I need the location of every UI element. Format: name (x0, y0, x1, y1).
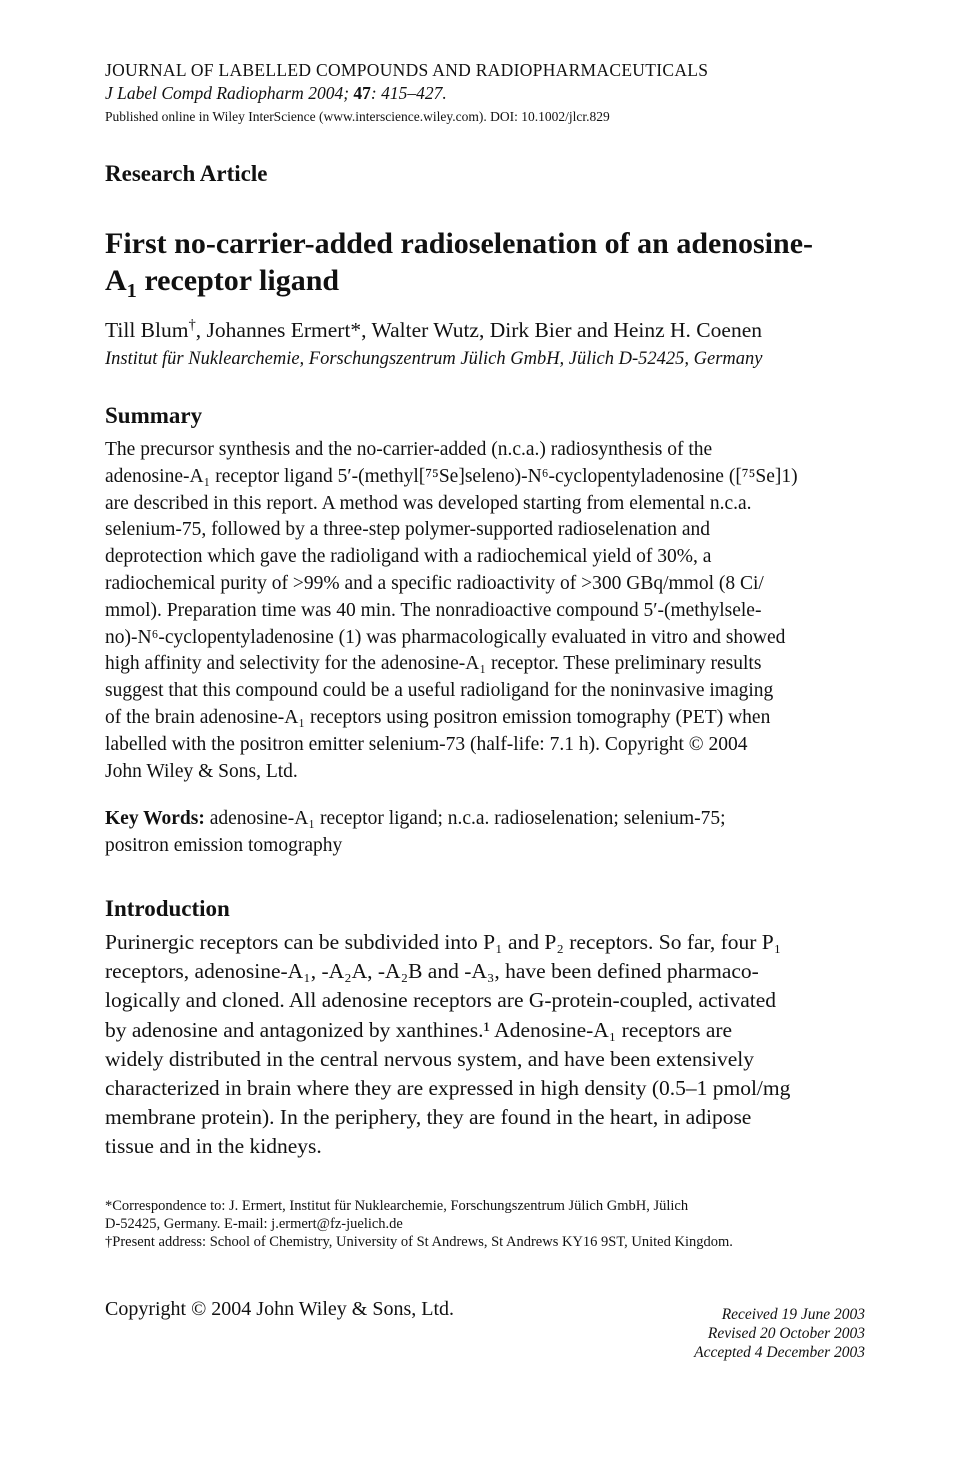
summary-line: The precursor synthesis and the no-carrier-added (n.c.a.) radiosynthesis of the (105, 439, 713, 460)
summary-line: suggest that this compound could be a useful radioligand for the noninvasive imaging (105, 680, 774, 702)
summary-line: deprotection which gave the radioligand with a radiochemical yield of 30%, a (105, 546, 712, 568)
intro-line: logically and cloned. All adenosine receptors are G-protein-coupled, activated (105, 988, 777, 1013)
introduction-body (105, 928, 865, 1162)
summary-body (105, 437, 865, 785)
present-address-footnote: †Present address: School of Chemistry, University of St Andrews, St Andrews KY16 9ST, United Kingdom. (105, 1234, 733, 1250)
article-type: Research Article (105, 161, 268, 186)
publication-info: Published online in Wiley InterScience (www.interscience.wiley.com). DOI: 10.1002/jlcr.829 (105, 109, 610, 124)
keywords-line-1 (105, 806, 865, 833)
copyright: Copyright © 2004 John Wiley & Sons, Ltd. (105, 1298, 455, 1320)
keywords (105, 806, 865, 859)
summary-line: high affinity and selectivity for the adenosine-A₁ receptor. These preliminary results (105, 653, 762, 675)
citation-volume: 47 (353, 83, 371, 103)
intro-line: membrane protein). In the periphery, they are found in the heart, in adipose (105, 1105, 752, 1130)
summary-heading: Summary (105, 403, 203, 428)
intro-line: Purinergic receptors can be subdivided into P₁ and P₂ receptors. So far, four P₁ (105, 930, 782, 954)
author-first: Till Blum (105, 318, 189, 342)
summary-line: labelled with the positron emitter selenium-73 (half-life: 7.1 h). Copyright © 2004 (105, 733, 748, 755)
keywords-text: adenosine-A₁ receptor ligand; n.c.a. radioselenation; selenium-75; (204, 808, 726, 829)
citation-pages: : 415–427. (370, 83, 447, 103)
intro-line: characterized in brain where they are expressed in high density (0.5–1 pmol/mg (105, 1076, 791, 1101)
intro-line: widely distributed in the central nervous system, and have been extensively (105, 1046, 754, 1071)
introduction-heading: Introduction (105, 896, 230, 921)
summary-line: radiochemical purity of >99% and a specific radioactivity of >300 GBq/mmol (8 Ci/ (105, 572, 764, 594)
intro-line: receptors, adenosine-A₁, -A₂A, -A₂B and -A₃, have been defined pharmaco- (105, 959, 759, 984)
citation (105, 83, 447, 104)
affiliation: Institut für Nuklearchemie, Forschungszentrum Jülich GmbH, Jülich D-52425, Germany (105, 349, 763, 369)
intro-line: by adenosine and antagonized by xanthines.¹ Adenosine-A₁ receptors are (105, 1017, 733, 1042)
title-rest: receptor ligand (136, 264, 340, 297)
revised-date: Revised 20 October 2003 (707, 1325, 865, 1342)
citation-year: 2004; (308, 83, 350, 103)
title-a: A (105, 264, 127, 297)
author-rest: , Johannes Ermert*, Walter Wutz, Dirk Bier and Heinz H. Coenen (195, 318, 762, 342)
footnotes (105, 1197, 865, 1251)
author-dagger: † (188, 316, 196, 333)
article-title (105, 225, 875, 302)
received-date: Received 19 June 2003 (721, 1306, 865, 1323)
accepted-date: Accepted 4 December 2003 (694, 1344, 865, 1361)
citation-abbrev: J Label Compd Radiopharm (105, 83, 304, 103)
correspondence-footnote: *Correspondence to: J. Ermert, Institut für Nuklearchemie, Forschungszentrum Jülich GmbH, Jülich (105, 1198, 689, 1214)
article-dates (694, 1305, 865, 1362)
summary-line: are described in this report. A method was developed starting from elemental n.c.a. (105, 492, 752, 514)
correspondence-footnote-cont: D-52425, Germany. E-mail: j.ermert@fz-juelich.de (105, 1216, 403, 1232)
keywords-line-2: positron emission tomography (105, 834, 343, 856)
summary-line: of the brain adenosine-A₁ receptors using positron emission tomography (PET) when (105, 706, 771, 728)
summary-line: John Wiley & Sons, Ltd. (105, 760, 298, 782)
summary-line: selenium-75, followed by a three-step polymer-supported radioselenation and (105, 519, 711, 541)
summary-line: adenosine-A₁ receptor ligand 5′-(methyl[⁷⁵Se]seleno)-N⁶-cyclopentyladenosine ([⁷⁵Se]1) (105, 465, 798, 487)
summary-line: mmol). Preparation time was 40 min. The nonradioactive compound 5′-(methylsele- (105, 599, 762, 621)
title-line-1: First no-carrier-added radioselenation of an adenosine- (105, 227, 814, 260)
summary-line: no)-N⁶-cyclopentyladenosine (1) was pharmacologically evaluated in vitro and showed (105, 626, 786, 648)
title-line-2 (105, 262, 875, 302)
journal-name: JOURNAL OF LABELLED COMPOUNDS AND RADIOPHARMACEUTICALS (105, 60, 709, 80)
author-list (105, 318, 762, 343)
title-subscript: 1 (126, 280, 137, 302)
keywords-label: Key Words: (105, 808, 205, 829)
intro-line: tissue and in the kidneys. (105, 1134, 322, 1159)
